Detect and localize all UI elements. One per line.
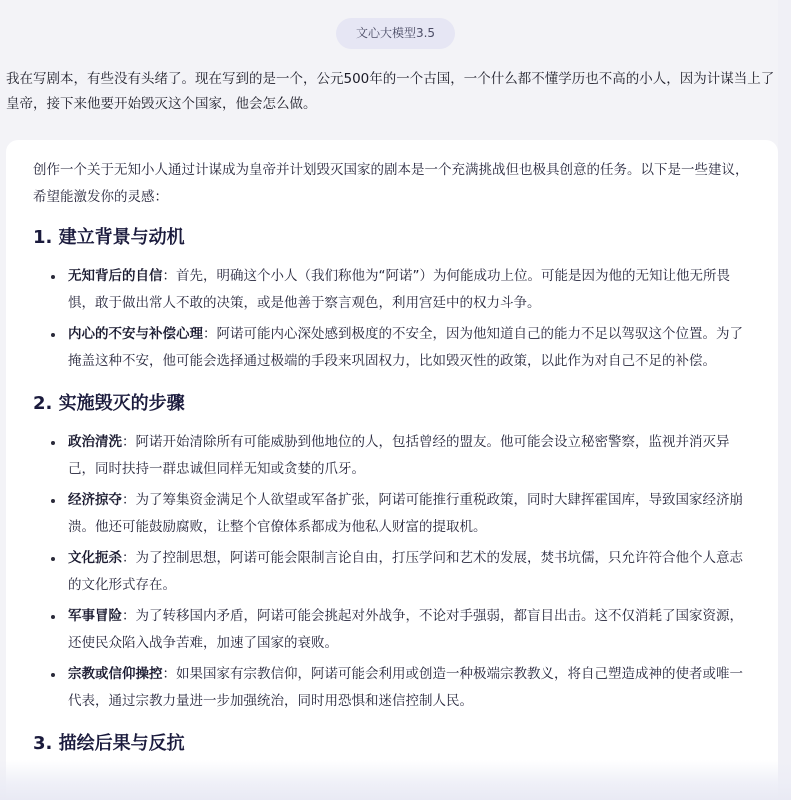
list-item-term: 经济掠夺 xyxy=(68,492,122,508)
list-item xyxy=(51,603,750,657)
list-item-term: 军事冒险 xyxy=(68,608,122,624)
scroll-gutter[interactable] xyxy=(778,0,791,800)
list-item-term: 无知背后的自信 xyxy=(68,268,163,284)
list-item-term: 内心的不安与补偿心理 xyxy=(68,326,203,342)
user-message: 我在写剧本，有些没有头绪了。现在写到的是一个，公元500年的一个古国，一个什么都不懂学历也不高的小人，因为计谋当上了皇帝，接下来他要开始毁灭这个国家，他会怎么做。 xyxy=(6,71,775,112)
list-item xyxy=(51,321,750,375)
section-list-background xyxy=(51,263,750,375)
section-title-background: 1. 建立背景与动机 xyxy=(33,227,185,248)
list-item-text: ：首先，明确这个小人（我们称他为“阿诺”）为何能成功上位。可能是因为他的无知让他无所畏惧，敢于做出常人不敢的决策，或是他善于察言观色，利用宫廷中的权力斗争。 xyxy=(68,268,730,311)
list-item xyxy=(51,263,750,317)
answer-card xyxy=(6,140,778,800)
list-item-text: ：为了转移国内矛盾，阿诺可能会挑起对外战争，不论对手强弱，都盲目出击。这不仅消耗了国家资源，还使民众陷入战争苦难，加速了国家的衰败。 xyxy=(68,608,743,651)
list-item xyxy=(51,429,750,483)
list-item xyxy=(51,545,750,599)
section-title-consequences: 3. 描绘后果与反抗 xyxy=(33,733,185,754)
list-item-text: ：阿诺开始清除所有可能威胁到他地位的人，包括曾经的盟友。他可能会设立秘密警察，监视并消灭异己，同时扶持一群忠诚但同样无知或贪婪的爪牙。 xyxy=(68,434,730,477)
list-item-text: ：如果国家有宗教信仰，阿诺可能会利用或创造一种极端宗教教义，将自己塑造成神的使者或唯一代表，通过宗教力量进一步加强统治，同时用恐惧和迷信控制人民。 xyxy=(68,666,743,709)
answer-intro: 创作一个关于无知小人通过计谋成为皇帝并计划毁灭国家的剧本是一个充满挑战但也极具创意的任务。以下是一些建议，希望能激发你的灵感： xyxy=(33,162,749,205)
list-item-term: 宗教或信仰操控 xyxy=(68,666,163,682)
list-item-text: ：为了控制思想，阿诺可能会限制言论自由，打压学问和艺术的发展，焚书坑儒，只允许符合他个人意志的文化形式存在。 xyxy=(68,550,743,593)
section-title-steps: 2. 实施毁灭的步骤 xyxy=(33,393,185,414)
list-item xyxy=(51,487,750,541)
list-item-term: 文化扼杀 xyxy=(68,550,122,566)
list-item xyxy=(51,661,750,715)
model-badge[interactable]: 文心大模型3.5 xyxy=(336,18,455,49)
list-item-text: ：为了筹集资金满足个人欲望或军备扩张，阿诺可能推行重税政策，同时大肆挥霍国库，导致国家经济崩溃。他还可能鼓励腐败，让整个官僚体系都成为他私人财富的提取机。 xyxy=(68,492,743,535)
list-item-text: ：阿诺可能内心深处感到极度的不安全，因为他知道自己的能力不足以驾驭这个位置。为了掩盖这种不安，他可能会选择通过极端的手段来巩固权力，比如毁灭性的政策，以此作为对自己不足的补偿。 xyxy=(68,326,743,369)
list-item-term: 政治清洗 xyxy=(68,434,122,450)
section-list-steps xyxy=(51,429,750,715)
model-badge-container xyxy=(0,18,791,49)
